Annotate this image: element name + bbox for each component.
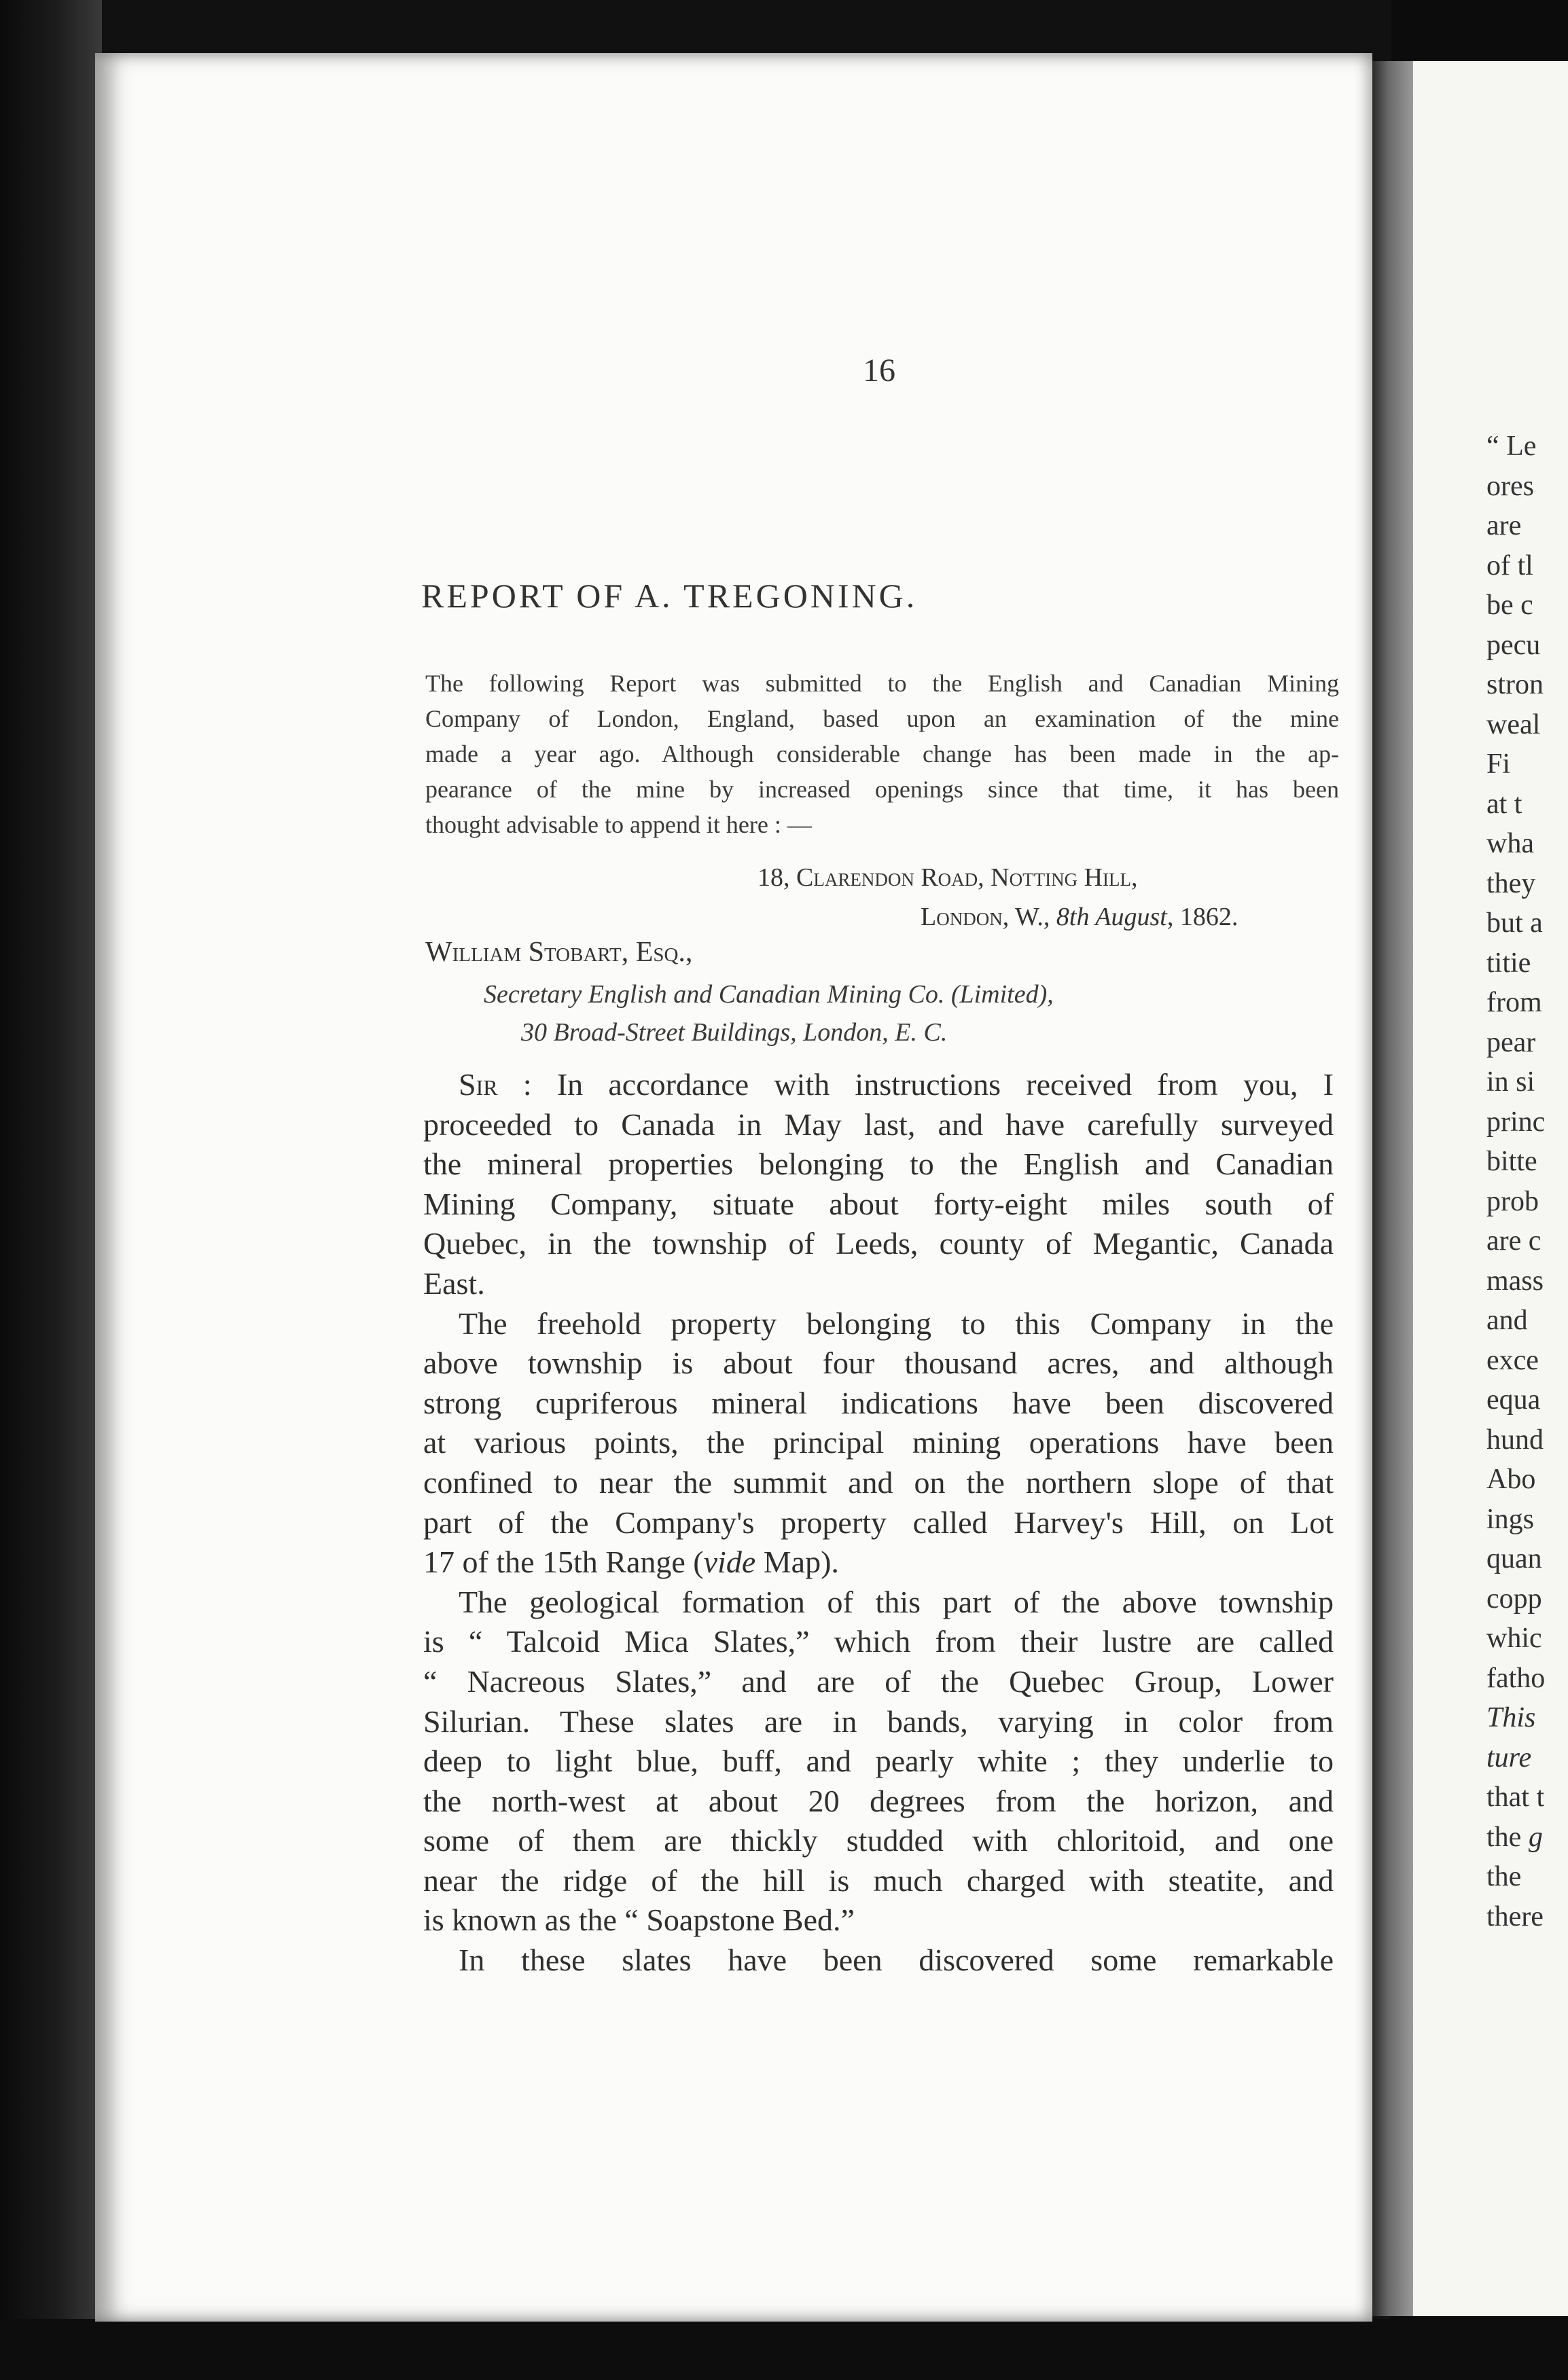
film-bottom-edge <box>0 2319 1568 2380</box>
adjacent-page-line: equa <box>1486 1384 1541 1416</box>
adjacent-page-line: “ Le <box>1486 431 1537 462</box>
recipient-name: William Stobart, Esq., <box>425 937 693 968</box>
document-page <box>95 53 1372 2322</box>
adjacent-page-line: prob <box>1486 1185 1539 1217</box>
body-line: deep to light blue, buff, and pearly white ; they underlie to <box>423 1744 1334 1779</box>
adjacent-page-line: princ <box>1486 1106 1546 1138</box>
body-line: part of the Company's property called Harvey's Hill, on Lot <box>423 1504 1334 1540</box>
body-line: near the ridge of the hill is much charged with steatite, and <box>423 1862 1334 1898</box>
body-line: In these slates have been discovered some remarkable <box>459 1943 1334 1978</box>
adjacent-page-line: mass <box>1486 1265 1544 1297</box>
adjacent-page-line: at t <box>1486 788 1522 820</box>
body-line: proceeded to Canada in May last, and have carefully surveyed <box>423 1106 1334 1142</box>
adjacent-page-line: the <box>1486 1861 1522 1892</box>
recipient-title: Secretary English and Canadian Mining Co. (Limited), <box>484 980 1054 1009</box>
adjacent-page-line: pecu <box>1486 629 1541 661</box>
adjacent-page-line: This <box>1486 1702 1536 1733</box>
adjacent-page-line: from <box>1486 987 1542 1018</box>
adjacent-page-line: that t <box>1486 1782 1545 1813</box>
page-gutter <box>1372 61 1413 2316</box>
report-heading: REPORT OF A. TREGONING. <box>421 577 918 615</box>
adjacent-page-line: weal <box>1486 708 1541 740</box>
adjacent-page-line: and <box>1486 1305 1528 1336</box>
adjacent-page-line: wha <box>1486 828 1534 859</box>
adjacent-page-line: bitte <box>1486 1146 1537 1177</box>
adjacent-page-line: Abo <box>1486 1464 1536 1495</box>
body-line: strong cupriferous mineral indications have been discovered <box>423 1385 1334 1420</box>
adjacent-page-line: are c <box>1486 1225 1542 1257</box>
adjacent-page-line: ture <box>1486 1742 1532 1773</box>
adjacent-page-line: copp <box>1486 1583 1542 1615</box>
intro-line: The following Report was submitted to the English and Canadian Mining <box>425 670 1339 697</box>
body-line: East. <box>423 1265 485 1301</box>
adjacent-page-text <box>1486 427 1568 1936</box>
adjacent-page-line: they <box>1486 867 1536 899</box>
body-line: is known as the “ Soapstone Bed.” <box>423 1903 855 1938</box>
intro-line: Company of London, England, based upon an examination of the mine <box>425 705 1339 732</box>
body-line: The freehold property belonging to this Company in the <box>459 1305 1334 1341</box>
intro-paragraph <box>425 666 1339 842</box>
adjacent-page-line: pear <box>1486 1026 1536 1058</box>
page-number: 16 <box>863 353 895 389</box>
body-line: at various points, the principal mining operations have been <box>423 1425 1334 1460</box>
adjacent-page-line: stron <box>1486 669 1544 700</box>
adjacent-page-line: in si <box>1486 1066 1535 1098</box>
letter-year: , 1862. <box>1166 903 1239 931</box>
body-line: The geological formation of this part of the above township <box>459 1584 1334 1619</box>
letter-address-line-1: 18, Clarendon Road, Notting Hill, <box>758 863 1138 892</box>
body-line: confined to near the summit and on the northern slope of that <box>423 1464 1334 1500</box>
address-city: London, W., <box>921 903 1056 931</box>
adjacent-page-line: hund <box>1486 1424 1544 1456</box>
body-line: Mining Company, situate about forty-eight miles south of <box>423 1186 1334 1221</box>
adjacent-page-line: be c <box>1486 590 1533 621</box>
adjacent-page-line: ores <box>1486 470 1534 502</box>
adjacent-page-line: exce <box>1486 1344 1539 1376</box>
adjacent-page-line: but a <box>1486 907 1543 939</box>
body-line: the north-west at about 20 degrees from the horizon, and <box>423 1783 1334 1818</box>
adjacent-page-line: are <box>1486 510 1522 541</box>
intro-line: thought advisable to append it here : — <box>425 811 812 838</box>
letter-body <box>423 1065 1334 1981</box>
adjacent-page-line: of tl <box>1486 549 1533 581</box>
intro-line: made a year ago. Although considerable change has been made in the ap- <box>425 740 1339 768</box>
adjacent-page-line: there <box>1486 1900 1544 1932</box>
body-line: “ Nacreous Slates,” and are of the Quebec Group, Lower <box>423 1663 1334 1699</box>
body-line: above township is about four thousand acres, and although <box>423 1346 1334 1381</box>
body-line: is “ Talcoid Mica Slates,” which from their lustre are called <box>423 1624 1334 1659</box>
body-line: Quebec, in the township of Leeds, county of Megantic, Canada <box>423 1226 1334 1261</box>
adjacent-page <box>1413 61 1568 2316</box>
letter-date: 8th August <box>1056 903 1167 931</box>
body-line: Silurian. These slates are in bands, varying in color from <box>423 1703 1334 1739</box>
recipient-address: 30 Broad-Street Buildings, London, E. C. <box>521 1018 948 1047</box>
adjacent-page-line: the g <box>1486 1821 1543 1853</box>
film-left-edge <box>0 0 102 2380</box>
adjacent-page-line: quan <box>1486 1543 1542 1574</box>
adjacent-page-line: ings <box>1486 1503 1535 1535</box>
body-line: the mineral properties belonging to the English and Canadian <box>423 1147 1334 1182</box>
body-line: some of them are thickly studded with chloritoid, and one <box>423 1823 1334 1858</box>
body-line: Sir : In accordance with instructions received from you, I <box>459 1067 1334 1102</box>
intro-line: pearance of the mine by increased openings since that time, it has been <box>425 776 1339 803</box>
body-line: 17 of the 15th Range (vide Map). <box>423 1545 839 1580</box>
adjacent-page-line: titie <box>1486 947 1531 979</box>
adjacent-page-line: fatho <box>1486 1662 1546 1694</box>
adjacent-page-line: whic <box>1486 1623 1542 1654</box>
adjacent-page-line: Fi <box>1486 749 1511 780</box>
letter-address-line-2 <box>921 902 1238 932</box>
